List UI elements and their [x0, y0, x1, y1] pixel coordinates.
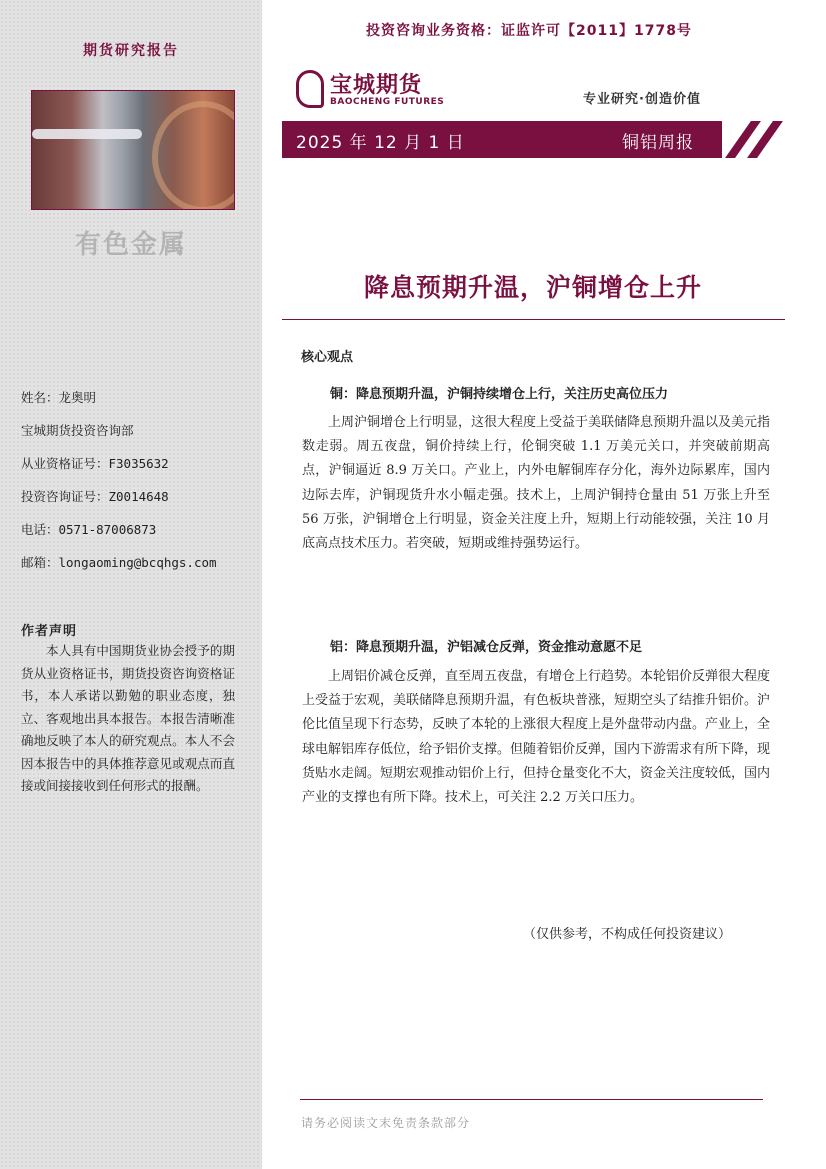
metal-rod-graphic	[32, 129, 142, 139]
company-logo	[296, 70, 445, 112]
copper-coil-graphic	[152, 101, 235, 210]
logo-chinese: 宝城期货	[330, 73, 423, 98]
footer-divider	[300, 1099, 763, 1100]
qualification-number: 从业资格证号：F3035632	[21, 456, 169, 471]
core-view-label: 核心观点	[301, 350, 354, 365]
copper-heading: 铜：降息预期升温，沪铜持续增仓上行，关注历史高位压力	[330, 387, 669, 402]
report-kind: 铜铝周报	[622, 133, 694, 153]
disclaimer-note: （仅供参考，不构成任何投资建议）	[523, 927, 732, 942]
consult-number: 投资咨询证号：Z0014648	[21, 489, 169, 504]
footer-note: 请务必阅读文末免责条款部分	[301, 1116, 471, 1130]
title-divider	[282, 319, 785, 320]
author-email[interactable]: 邮箱：longaoming@bcqhgs.com	[21, 555, 217, 570]
author-statement-body: 本人具有中国期货业协会授予的期货从业资格证书，期货投资咨询资格证书，本人承诺以勤勉的职业态度，独立、客观地出具本报告。本报告清晰准确地反映了本人的研究观点。本人不会因本报告中的具体推荐意见或观点而直接或间接接收到任何形式的报酬。	[21, 643, 235, 793]
report-date: 2025 年 12 月 1 日	[296, 133, 465, 153]
aluminum-heading: 铝：降息预期升温，沪铝减仓反弹，资金推动意愿不足	[330, 640, 643, 655]
page-title: 降息预期升温，沪铜增仓上升	[363, 273, 702, 302]
cover-photo	[31, 90, 235, 210]
date-banner	[282, 121, 722, 158]
author-department: 宝城期货投资咨询部	[21, 423, 134, 438]
aluminum-paragraph: 上周铝价减仓反弹，直至周五夜盘，有增仓上行趋势。本轮铝价反弹很大程度上受益于宏观，美联储降息预期升温，有色板块普涨，短期空头了结推升铝价。沪伦比值呈现下行态势，反映了本轮的上涨很大程度上是外盘带动内盘。产业上，全球电解铝库存低位，给予铝价支撑。但随着铝价反弹，国内下游需求有所下降，现货贴水走阔。短期宏观推动铝价上行，但持仓量变化不大，资金关注度较低，国内产业的支撑也有所下降。技术上，可关注 2.2 万关口压力。	[302, 669, 771, 806]
author-statement-title: 作者声明	[21, 624, 78, 639]
slogan: 专业研究·创造价值	[583, 92, 701, 107]
logo-mark-icon	[296, 70, 324, 108]
sector-label: 有色金属	[74, 230, 187, 260]
logo-english: BAOCHENG FUTURES	[330, 97, 445, 107]
qualification-header: 投资咨询业务资格：证监许可【2011】1778号	[366, 23, 692, 39]
copper-paragraph: 上周沪铜增仓上行明显，这很大程度上受益于美联储降息预期升温以及美元指数走弱。周五夜盘，铜价持续上行，伦铜突破 1.1 万美元关口，并突破前期高点，沪铜逼近 8.9 万关口。产业上，内外电解铜库存分化，海外边际累库，国内边际去库，沪铜现货升水小幅走强。技术上，上周沪铜持仓量由 51 万张上升至 56 万张，沪铜增仓上行明显，资金关注度上升，短期上行动能较强，关注 10 月底高点技术压力。若突破，短期或维持强势运行。	[302, 415, 771, 552]
author-name: 姓名：龙奥明	[21, 390, 97, 405]
author-phone: 电话：0571-87006873	[21, 522, 157, 537]
report-type-label: 期货研究报告	[83, 43, 179, 59]
